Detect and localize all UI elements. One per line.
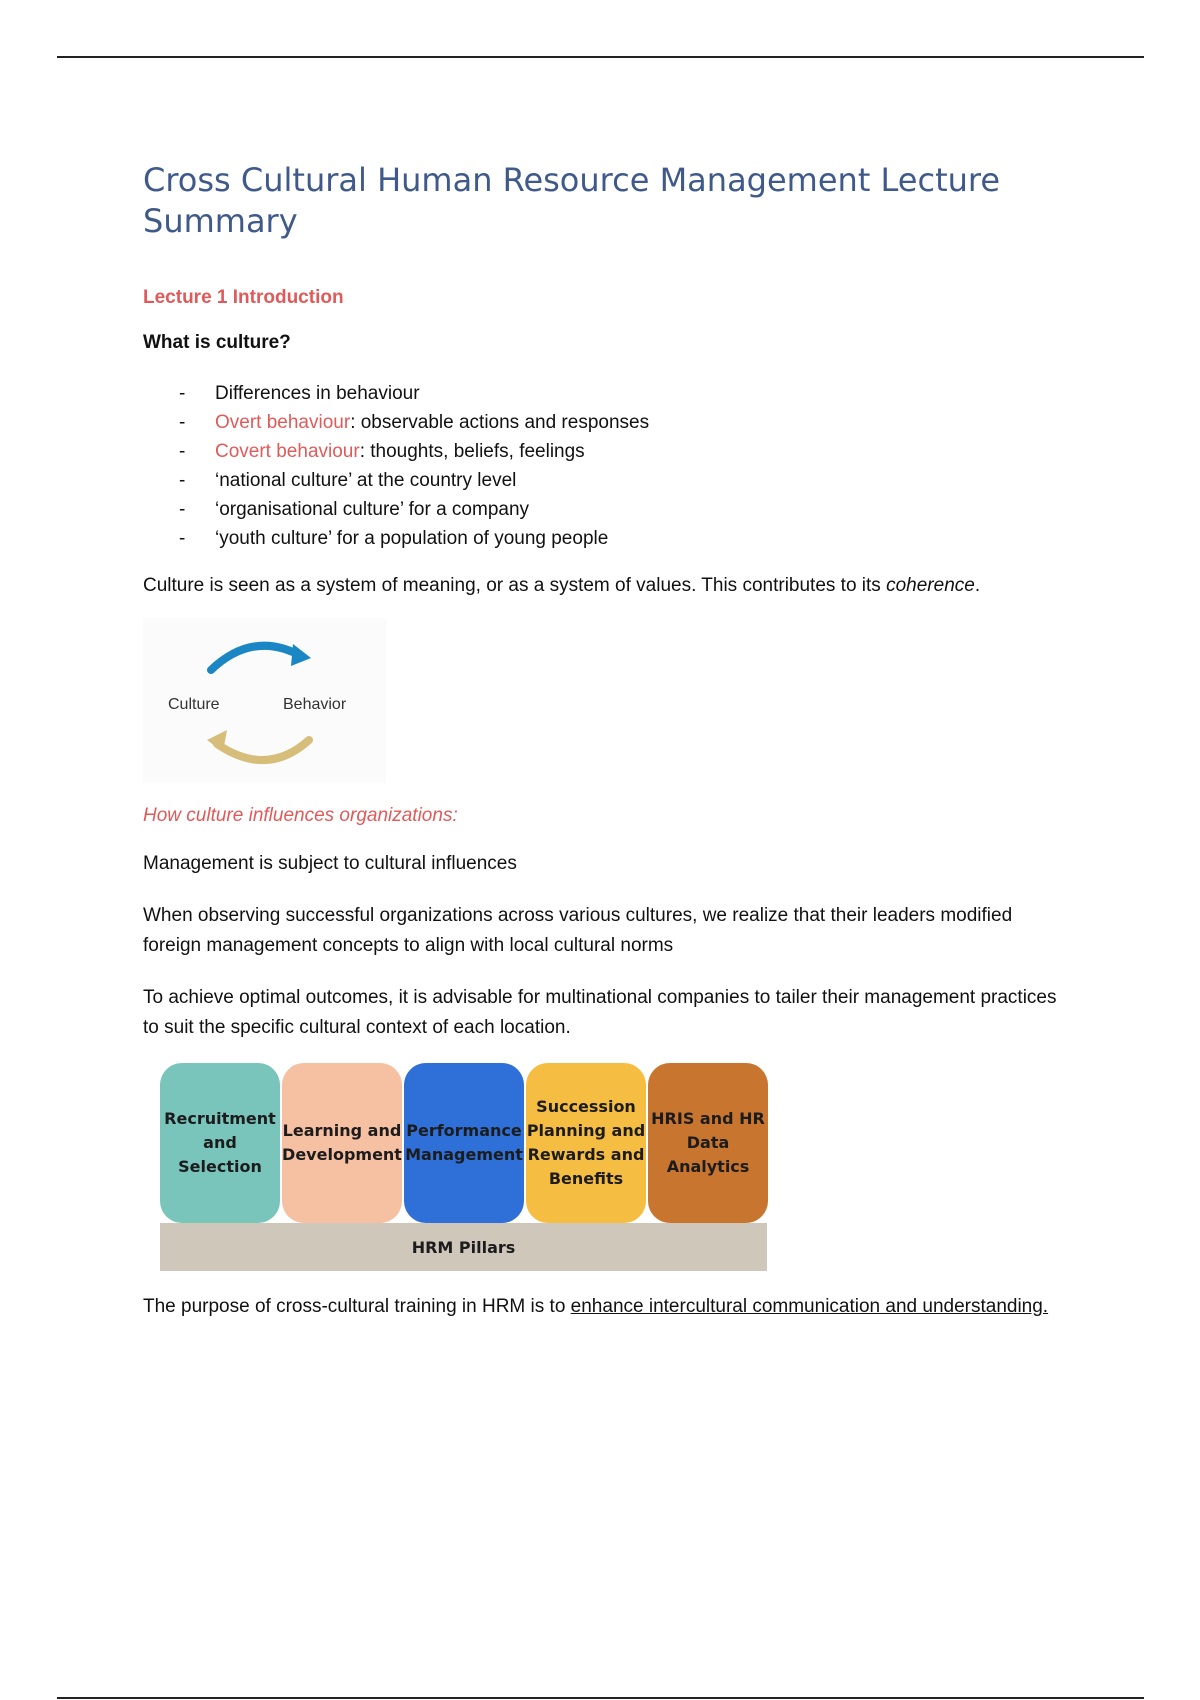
- culture-bullet-list: [143, 379, 1063, 553]
- top-arrow-icon: [211, 646, 301, 670]
- hrm-pillars-base: HRM Pillars: [160, 1223, 767, 1271]
- list-item: [143, 437, 1063, 466]
- lecture-heading: Lecture 1 Introduction: [143, 287, 344, 308]
- list-item: [143, 524, 1063, 553]
- closing-underlined-text: enhance intercultural communication and understanding.: [570, 1296, 1049, 1317]
- closing-text: The purpose of cross-cultural training in HRM is to: [143, 1296, 571, 1317]
- influence-heading: How culture influences organizations:: [143, 805, 458, 826]
- pillar-learning: Learning and Development: [282, 1063, 402, 1223]
- top-arrowhead-icon: [291, 644, 311, 666]
- bullet-marker: -: [179, 441, 186, 462]
- list-item: [143, 466, 1063, 495]
- bottom-arrow-icon: [217, 740, 309, 760]
- bullet-text: : observable actions and responses: [350, 412, 650, 433]
- paragraph: When observing successful organizations across various cultures, we realize that their leaders modified foreign management concepts to align with local cultural norms: [143, 905, 1013, 956]
- bullet-text: ‘youth culture’ for a population of young people: [215, 528, 609, 549]
- paragraph-text: Culture is seen as a system of meaning, or as a system of values. This contributes to its: [143, 575, 887, 596]
- culture-behavior-cycle-diagram: [143, 618, 386, 783]
- bullet-text: : thoughts, beliefs, feelings: [359, 441, 585, 462]
- document-body: [143, 160, 1063, 1322]
- emphasis-text: coherence: [886, 575, 975, 596]
- paragraph-end: .: [974, 575, 981, 596]
- list-item: [143, 379, 1063, 408]
- bullet-highlight: Overt behaviour: [215, 412, 351, 433]
- page-title: Cross Cultural Human Resource Management Lecture Summary: [143, 161, 1001, 240]
- question-heading: What is culture?: [143, 332, 291, 353]
- behavior-label: Behavior: [283, 696, 347, 713]
- culture-label: Culture: [168, 696, 220, 713]
- bullet-text: Differences in behaviour: [215, 383, 420, 404]
- top-rule: [57, 56, 1144, 58]
- list-item: [143, 495, 1063, 524]
- bottom-rule: [57, 1697, 1144, 1699]
- pillar-succession: Succession Planning and Rewards and Benefits: [526, 1063, 646, 1223]
- bullet-highlight: Covert behaviour: [215, 441, 360, 462]
- bullet-text: ‘organisational culture’ for a company: [215, 499, 530, 520]
- bullet-marker: -: [179, 470, 186, 491]
- paragraph: To achieve optimal outcomes, it is advisable for multinational companies to tailer their management practices to suit the specific cultural context of each location.: [143, 987, 1057, 1038]
- paragraph: Management is subject to cultural influences: [143, 853, 517, 874]
- bullet-marker: -: [179, 499, 186, 520]
- bullet-marker: -: [179, 383, 186, 404]
- bullet-marker: -: [179, 412, 186, 433]
- bullet-text: ‘national culture’ at the country level: [215, 470, 517, 491]
- bullet-marker: -: [179, 528, 186, 549]
- pillar-recruitment: Recruitment and Selection: [160, 1063, 280, 1223]
- closing-paragraph: [143, 1292, 1063, 1322]
- pillar-hris: HRIS and HR Data Analytics: [648, 1063, 768, 1223]
- list-item: [143, 408, 1063, 437]
- hrm-pillars-diagram: [143, 1063, 763, 1278]
- culture-system-paragraph: [143, 571, 1063, 601]
- pillar-performance: Performance Management: [404, 1063, 524, 1223]
